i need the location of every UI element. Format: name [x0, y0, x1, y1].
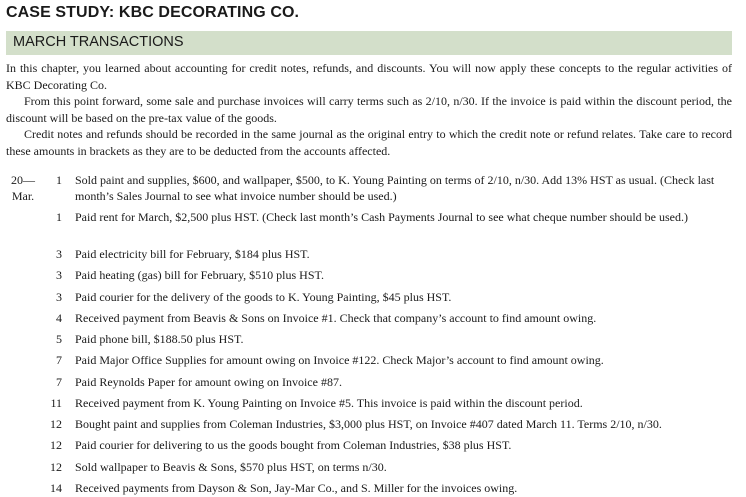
transaction-text: Paid rent for March, $2,500 plus HST. (Check last month’s Cash Payments Journal to see what cheque number should be used.) — [75, 210, 689, 224]
page-title: CASE STUDY: KBC DECORATING CO. — [6, 4, 300, 21]
transaction-day: 3 — [56, 268, 62, 282]
intro-text — [6, 60, 732, 159]
transaction-text: Sold wallpaper to Beavis & Sons, $570 plus HST, on terms n/30. — [75, 460, 387, 474]
intro-paragraph: Credit notes and refunds should be recorded in the same journal as the original entry to which the credit note or refund relates. Take care to record these amounts in brackets as they are to be deducted from the accounts affected. — [6, 127, 732, 158]
transaction-day: 7 — [56, 375, 62, 389]
transaction-text: Paid electricity bill for February, $184 plus HST. — [75, 247, 310, 261]
transaction-text: Paid Major Office Supplies for amount owing on Invoice #122. Check Major’s account to find amount owing. — [75, 353, 604, 367]
transaction-day: 12 — [50, 438, 62, 452]
transaction-text: Paid heating (gas) bill for February, $510 plus HST. — [75, 268, 324, 282]
intro-paragraph: In this chapter, you learned about accounting for credit notes, refunds, and discounts. You will now apply these concepts to the regular activities of KBC Decorating Co. — [6, 61, 732, 92]
transaction-day: 3 — [56, 290, 62, 304]
transaction-text: Received payment from Beavis & Sons on Invoice #1. Check that company’s account to find amount owing. — [75, 311, 597, 325]
transaction-day: 3 — [56, 247, 62, 261]
transaction-day: 7 — [56, 353, 62, 367]
transaction-text: Sold paint and supplies, $600, and wallpaper, $500, to K. Young Painting on terms of 2/10, n/30. Add 13% HST as usual. (Check last month’s Sales Journal to see what invoice number should be used.) — [75, 173, 715, 203]
section-header — [6, 31, 732, 55]
intro-paragraph: From this point forward, some sale and purchase invoices will carry terms such as 2/10, n/30. If the invoice is paid within the discount period, the discount will be based on the pre-tax value of the goods. — [6, 94, 732, 125]
date-year: 20— — [11, 173, 35, 187]
transaction-date-label — [6, 172, 40, 204]
transaction-text: Received payment from K. Young Painting on Invoice #5. This invoice is paid within the discount period. — [75, 396, 583, 410]
transaction-day: 5 — [56, 332, 62, 346]
transaction-text: Paid courier for delivering to us the goods bought from Coleman Industries, $38 plus HST. — [75, 438, 512, 452]
transaction-text: Paid Reynolds Paper for amount owing on Invoice #87. — [75, 375, 342, 389]
date-month: Mar. — [11, 189, 35, 203]
transaction-text: Paid courier for the delivery of the goods to K. Young Painting, $45 plus HST. — [75, 290, 452, 304]
transaction-day: 14 — [50, 481, 62, 495]
transaction-day: 1 — [56, 210, 62, 224]
transaction-text: Received payments from Dayson & Son, Jay-Mar Co., and S. Miller for the invoices owing. — [75, 481, 518, 495]
section-title: MARCH TRANSACTIONS — [13, 34, 184, 50]
transaction-day: 4 — [56, 311, 62, 325]
transaction-day: 12 — [50, 460, 62, 474]
transaction-day: 11 — [50, 396, 62, 410]
transaction-text: Bought paint and supplies from Coleman Industries, $3,000 plus HST, on Invoice #407 dated March 11. Terms 2/10, n/30. — [75, 417, 662, 431]
transaction-day: 1 — [56, 173, 62, 187]
transaction-day: 12 — [50, 417, 62, 431]
transaction-text: Paid phone bill, $188.50 plus HST. — [75, 332, 244, 346]
